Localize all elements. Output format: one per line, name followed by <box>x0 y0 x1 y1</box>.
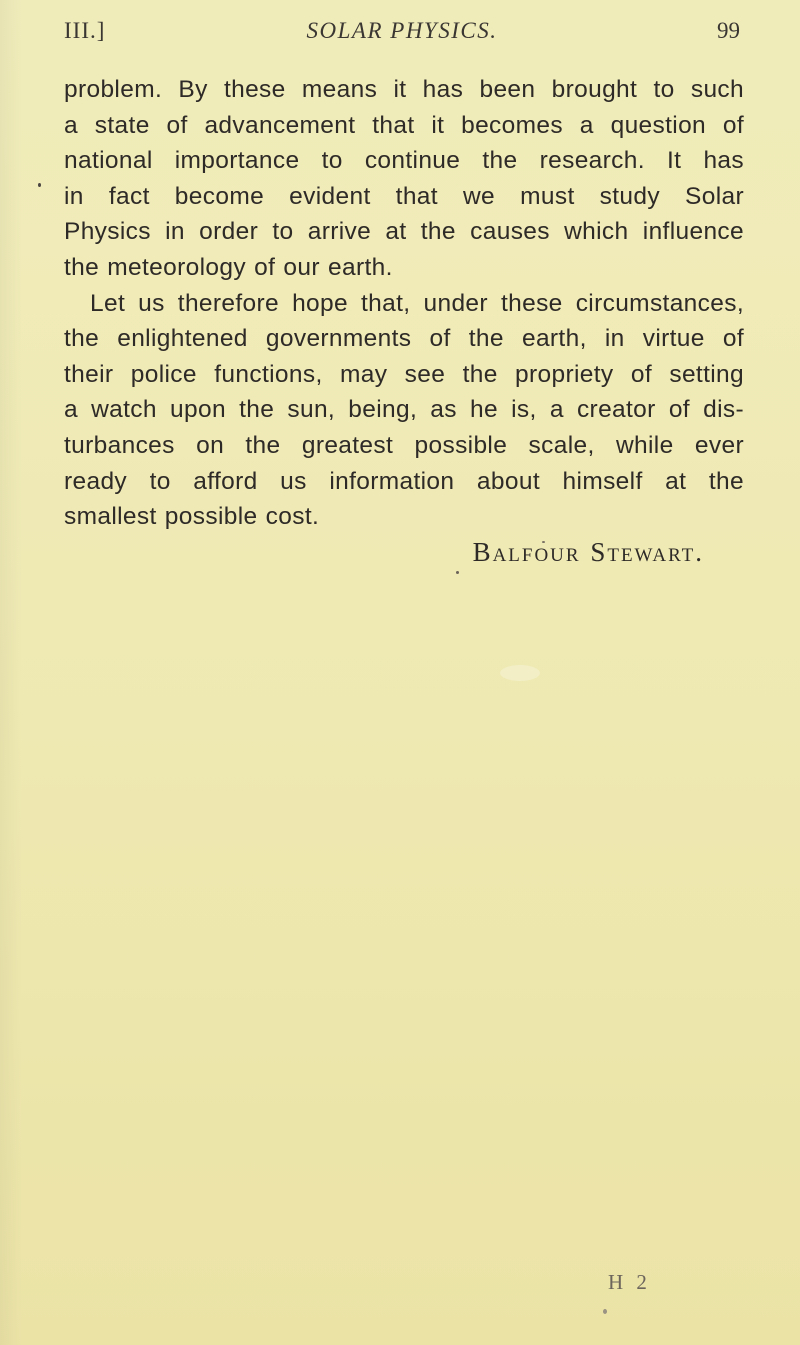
text-line: national importance to continue the research. It has <box>64 147 744 175</box>
text-line: a watch upon the sun, being, as he is, a creator of dis- <box>64 396 744 424</box>
page-number: 99 <box>717 18 740 43</box>
text-line: their police functions, may see the propriety of setting <box>64 360 744 388</box>
text-line: problem. By these means it has been brought to such <box>64 76 744 103</box>
paper-stain <box>500 665 540 681</box>
text-line: ready to afford us information about himself at the <box>64 467 744 495</box>
text-line: the enlightened governments of the earth, in virtue of <box>64 325 744 353</box>
text-line: the meteorology of our earth. <box>64 253 393 281</box>
text-line: a state of advancement that it becomes a question of <box>64 111 744 139</box>
margin-speck <box>38 183 41 187</box>
text-line: turbances on the greatest possible scale, while ever <box>64 431 744 459</box>
running-head <box>64 18 740 52</box>
text-line: Let us therefore hope that, under these circumstances, <box>90 289 744 317</box>
body-text <box>64 72 744 570</box>
author-signature: Balfour Stewart. <box>472 536 704 567</box>
text-line: in fact become evident that we must study Solar <box>64 182 744 210</box>
text-line: Physics in order to arrive at the causes which influence <box>64 218 744 246</box>
running-title: SOLAR PHYSICS. <box>306 18 498 43</box>
chapter-number: III.] <box>64 18 106 43</box>
ink-dot <box>456 571 459 574</box>
signature-mark: H 2 <box>608 1270 651 1294</box>
print-speck <box>603 1309 607 1314</box>
text-line: smallest possible cost. <box>64 503 320 531</box>
